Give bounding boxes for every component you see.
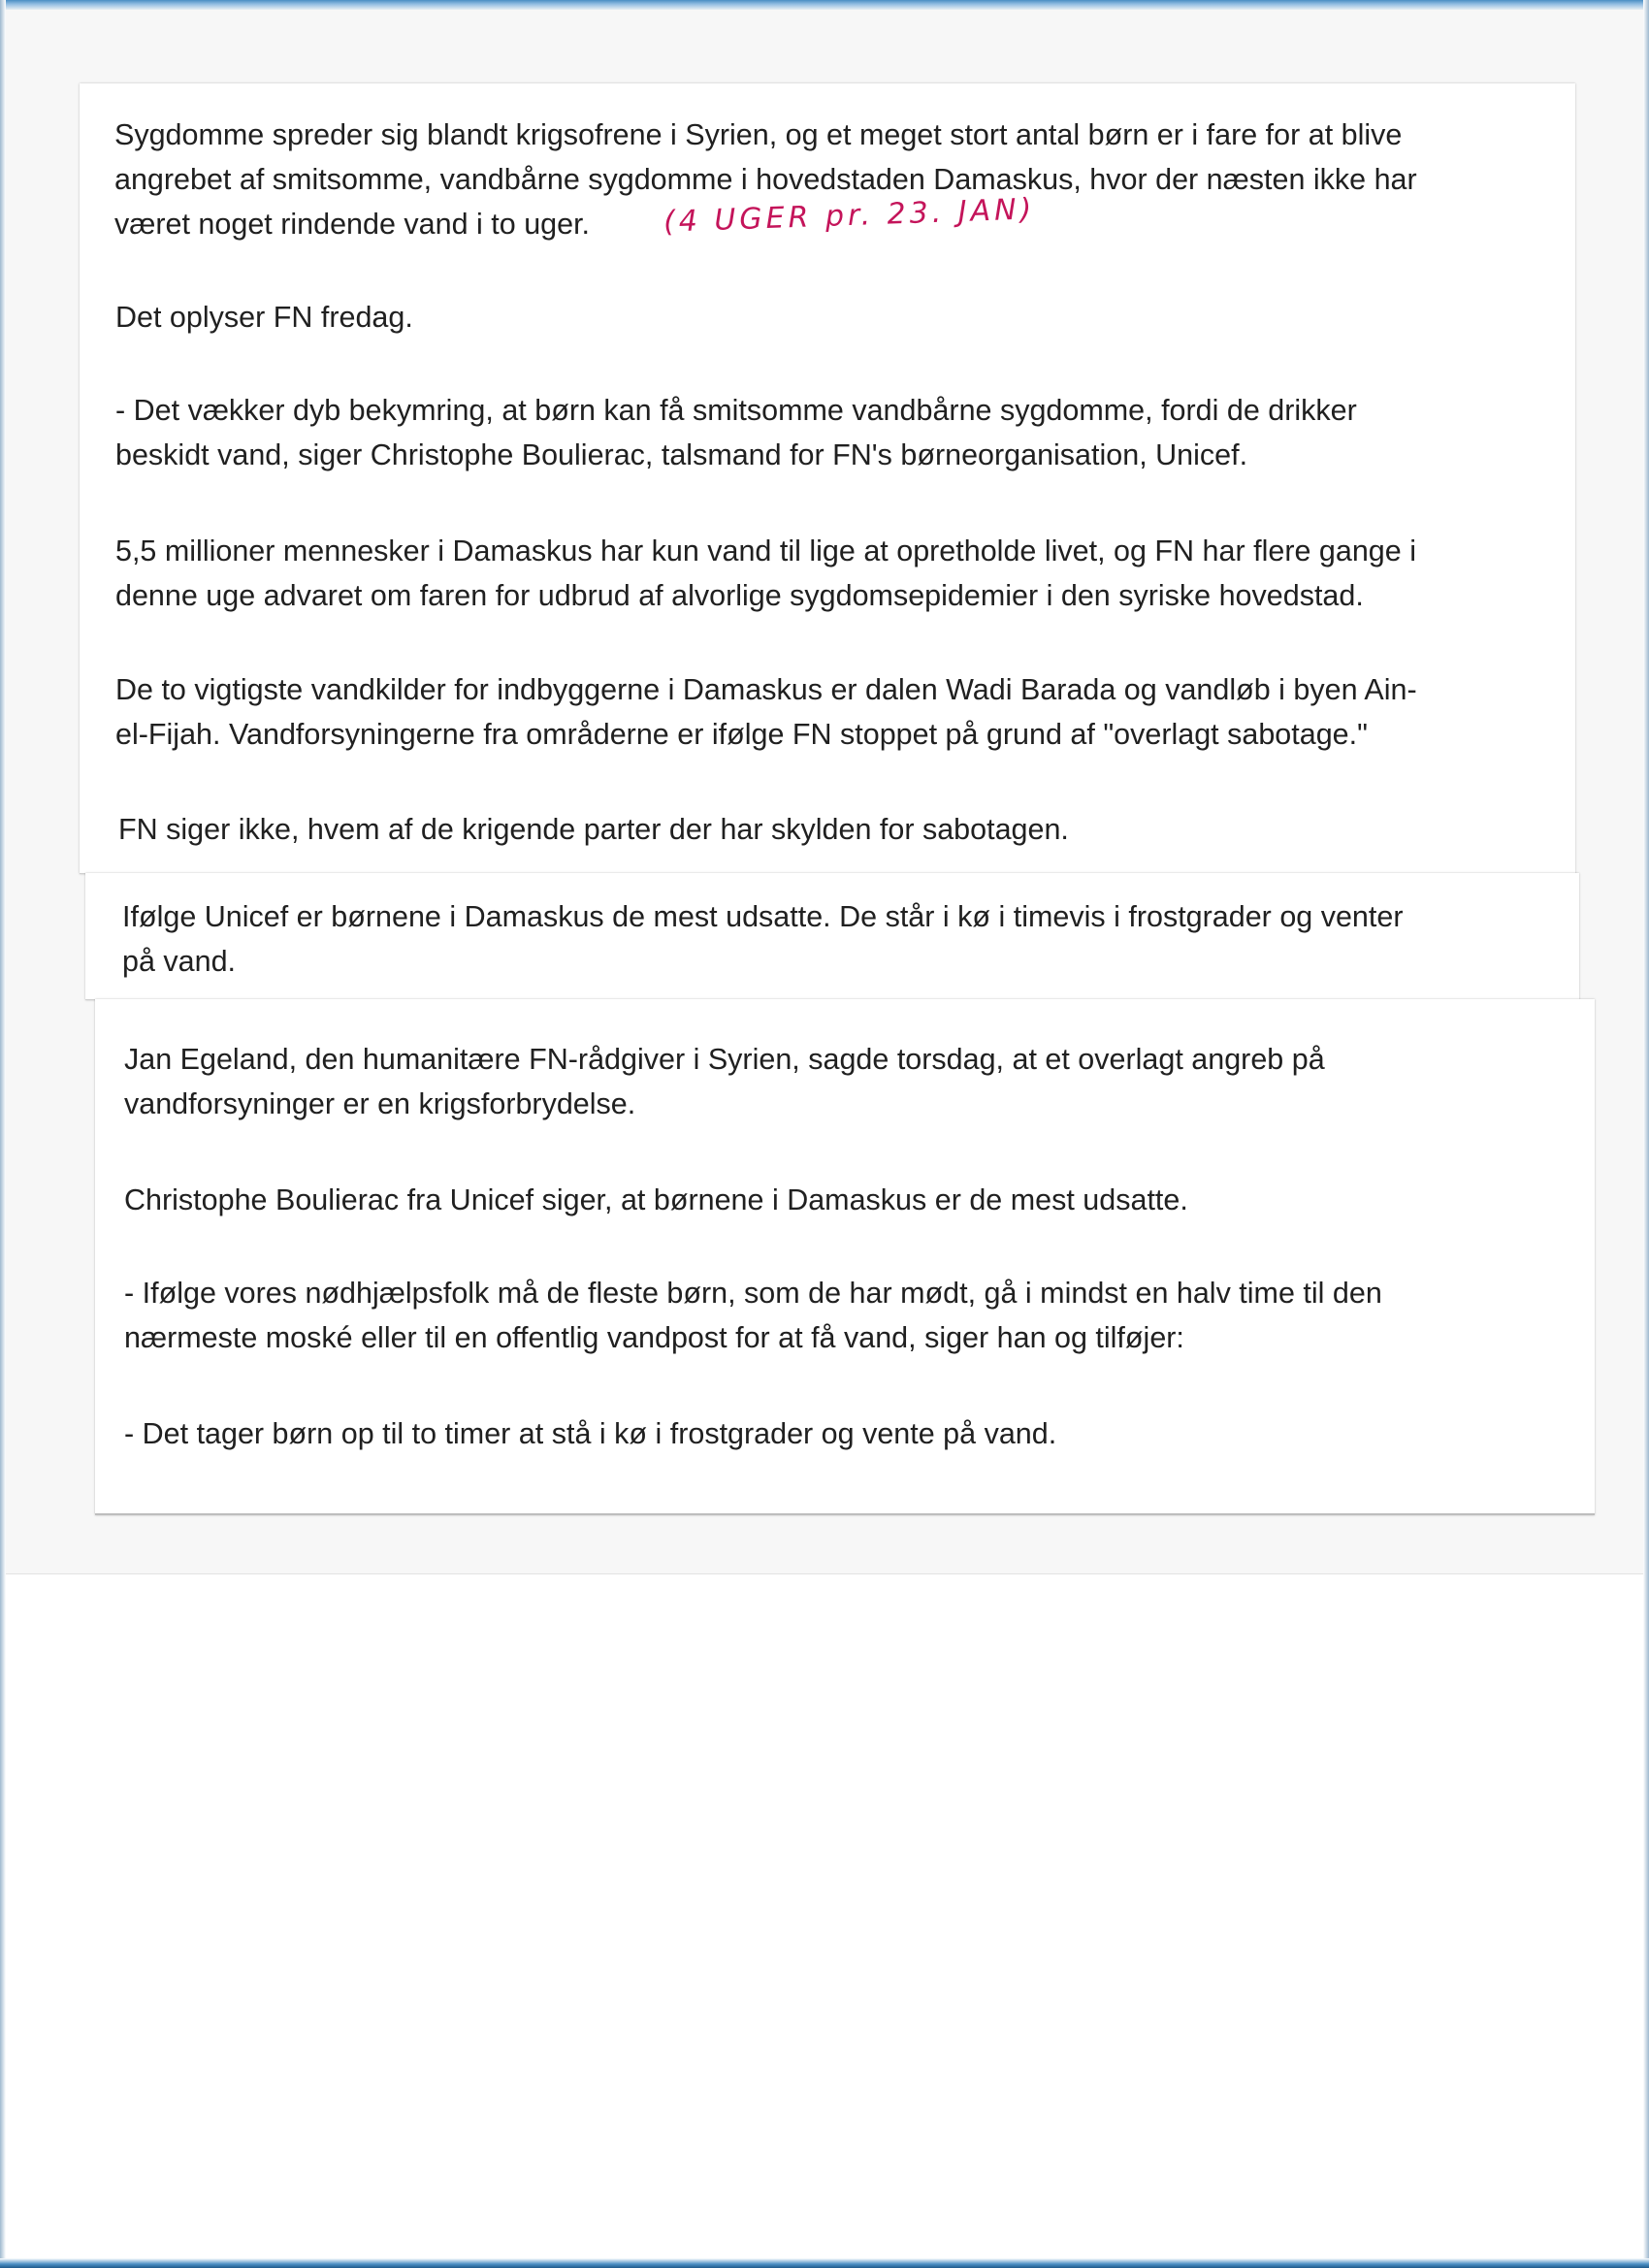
paragraph-3: [115, 388, 1357, 477]
line: el-Fijah. Vandforsyningerne fra områderne er ifølge FN stoppet på grund af "overlagt sabotage.": [115, 718, 1368, 751]
line: denne uge advaret om faren for udbrud af alvorlige sygdomsepidemier i den syriske hovedstad.: [115, 579, 1364, 612]
line: beskidt vand, siger Christophe Boulierac, talsmand for FN's børneorganisation, Unicef.: [115, 438, 1248, 471]
paragraph-9: [124, 1178, 1188, 1222]
line: 5,5 millioner mennesker i Damaskus har kun vand til lige at opretholde livet, og FN har flere gange i: [115, 535, 1416, 567]
paragraph-4: [115, 529, 1416, 618]
paragraph-2: [115, 295, 413, 340]
line: Det oplyser FN fredag.: [115, 301, 413, 334]
line: Jan Egeland, den humanitære FN-rådgiver i Syrien, sagde torsdag, at et overlagt angreb på: [124, 1043, 1325, 1076]
line: De to vigtigste vandkilder for indbyggerne i Damaskus er dalen Wadi Barada og vandløb i byen Ain-: [115, 673, 1417, 706]
line: Christophe Boulierac fra Unicef siger, at børnene i Damaskus er de mest udsatte.: [124, 1183, 1188, 1216]
scan-left-edge: [0, 0, 6, 2268]
scan-top-edge: [0, 0, 1649, 10]
paragraph-6: [118, 807, 1069, 852]
line: - Ifølge vores nødhjælpsfolk må de fleste børn, som de har mødt, gå i mindst en halv time til den: [124, 1277, 1382, 1310]
paragraph-10: [124, 1271, 1382, 1360]
paragraph-7: [122, 894, 1403, 984]
line: Sygdomme spreder sig blandt krigsofrene i Syrien, og et meget stort antal børn er i fare for at blive: [114, 118, 1403, 151]
line: vandforsyninger er en krigsforbrydelse.: [124, 1087, 636, 1120]
paragraph-8: [124, 1037, 1325, 1126]
paragraph-11: [124, 1411, 1056, 1456]
scan-bottom-edge: [0, 2258, 1649, 2268]
handwritten-note: (4 UGER pr. 23. JAN): [663, 192, 1036, 240]
line: på vand.: [122, 945, 237, 978]
line: - Det tager børn op til to timer at stå i kø i frostgrader og vente på vand.: [124, 1417, 1057, 1450]
line: været noget rindende vand i to uger.: [114, 208, 591, 241]
line: Ifølge Unicef er børnene i Damaskus de mest udsatte. De står i kø i timevis i frostgrader og venter: [122, 900, 1404, 933]
line: - Det vækker dyb bekymring, at børn kan få smitsomme vandbårne sygdomme, fordi de drikker: [115, 394, 1357, 427]
line: FN siger ikke, hvem af de krigende parter der har skylden for sabotagen.: [118, 813, 1069, 846]
line: nærmeste moské eller til en offentlig vandpost for at få vand, siger han og tilføjer:: [124, 1321, 1184, 1354]
paragraph-5: [115, 667, 1417, 757]
line: angrebet af smitsomme, vandbårne sygdomme i hovedstaden Damaskus, hvor der næsten ikke har: [114, 163, 1417, 196]
scan-right-edge: [1643, 0, 1649, 2268]
